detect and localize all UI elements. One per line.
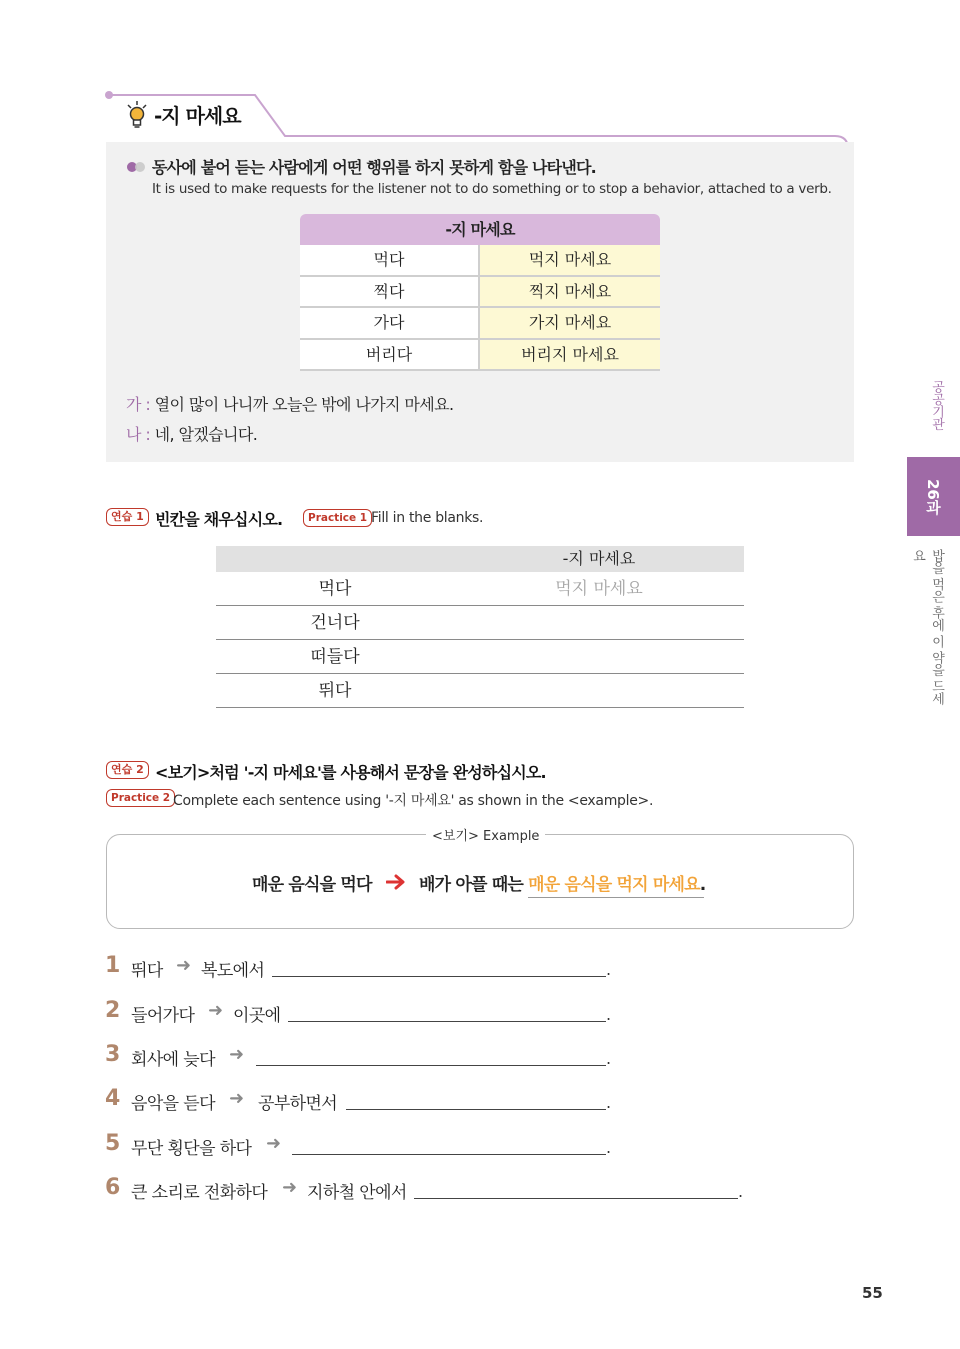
practice1-table-header: [216, 546, 744, 572]
item-cue: 지하철 안에서: [307, 1183, 407, 1203]
form-cell: 버리지 마세요: [480, 340, 660, 370]
practice1-badge-en: Practice 1: [303, 509, 372, 527]
item-verb: 무단 횡단을 하다: [131, 1139, 252, 1159]
item-cue: 공부하면서: [258, 1094, 338, 1114]
base-cell: 먹다: [300, 245, 480, 275]
arrow-icon: ➜: [266, 1133, 282, 1154]
period: .: [606, 1049, 612, 1068]
arrow-icon: ➜: [229, 1044, 245, 1065]
form-cell: 찍지 마세요: [480, 277, 660, 307]
practice1-heading-ko: 빈칸을 채우십시오.: [155, 510, 283, 529]
answer-line[interactable]: [288, 1021, 606, 1022]
item-verb: 회사에 늦다: [131, 1050, 215, 1070]
grammar-description-ko: 동사에 붙어 듣는 사람에게 어떤 행위를 하지 못하게 함을 나타낸다.: [152, 158, 596, 177]
red-arrow-icon: [386, 874, 408, 890]
grammar-table-row: [300, 277, 660, 309]
practice1-heading-en: Fill in the blanks.: [371, 510, 484, 526]
practice1-row: [216, 572, 744, 606]
practice2-badge-en: Practice 2: [106, 789, 175, 807]
answer-line[interactable]: [414, 1198, 738, 1199]
item-verb: 음악을 듣다: [131, 1094, 215, 1114]
answer-line[interactable]: [292, 1154, 606, 1155]
lightbulb-icon: [126, 101, 148, 129]
form-cell: 가지 마세요: [480, 308, 660, 338]
grammar-table: [300, 214, 660, 371]
base-cell: 가다: [300, 308, 480, 338]
item-cue: 복도에서: [201, 961, 265, 981]
base-cell: 건너다: [310, 613, 360, 633]
example-underline: [528, 897, 704, 898]
grammar-title: [126, 100, 241, 129]
grammar-table-row: [300, 308, 660, 340]
answer-blank[interactable]: [454, 606, 744, 639]
period: .: [606, 1138, 612, 1157]
answer-blank[interactable]: [454, 674, 744, 707]
dialogue-text: 열이 많이 나니까 오늘은 밖에 나가지 마세요.: [154, 395, 454, 414]
item-verb: 들어가다: [131, 1006, 195, 1026]
item-verb: 큰 소리로 전화하다: [131, 1183, 268, 1203]
base-cell: 찍다: [300, 277, 480, 307]
period: .: [606, 960, 612, 979]
example-prompt: 매운 음식을 먹다: [252, 875, 372, 895]
dialogue-line: [126, 422, 257, 445]
grammar-table-row: [300, 340, 660, 372]
practice2-badge-ko: 연습 2: [106, 761, 149, 779]
dialogue-line: [126, 392, 453, 415]
speaker-label: 가 :: [126, 395, 151, 414]
answer-cell: 먹지 마세요: [555, 579, 643, 599]
answer-line[interactable]: [346, 1109, 606, 1110]
grammar-description-en: It is used to make requests for the listener not to do something or to stop a behavior, attached to a verb.: [152, 181, 832, 197]
practice1-table: [216, 546, 744, 708]
grammar-table-header: -지 마세요: [300, 214, 660, 245]
period: .: [606, 1093, 612, 1112]
dialogue-text: 네, 알겠습니다.: [154, 425, 258, 444]
form-cell: 먹지 마세요: [480, 245, 660, 275]
grammar-title-text: -지 마세요: [154, 104, 241, 128]
answer-line[interactable]: [256, 1065, 606, 1066]
practice1-row: [216, 606, 744, 640]
practice2-heading-ko: <보기>처럼 '-지 마세요'를 사용해서 문장을 완성하십시오.: [155, 763, 546, 782]
item-cue: 이곳에: [233, 1006, 281, 1026]
item-number: 3: [105, 1042, 121, 1067]
practice1-header-label: -지 마세요: [562, 549, 636, 568]
item-number: 2: [105, 998, 121, 1023]
answer-blank[interactable]: [454, 640, 744, 673]
item-number: 4: [105, 1086, 121, 1111]
practice1-row: [216, 640, 744, 674]
page-number: 55: [862, 1284, 883, 1302]
item-number: 6: [105, 1175, 121, 1200]
period: .: [606, 1005, 612, 1024]
practice2-heading-en: Complete each sentence using '-지 마세요' as shown in the <example>.: [173, 793, 654, 809]
base-cell: 떠들다: [310, 647, 360, 667]
base-cell: 버리다: [300, 340, 480, 370]
example-answer: 매운 음식을 먹지 마세요: [528, 875, 700, 895]
period: .: [738, 1182, 744, 1201]
item-number: 1: [105, 953, 121, 978]
speaker-label: 나 :: [126, 425, 151, 444]
base-cell: 뛰다: [318, 681, 352, 701]
answer-line[interactable]: [272, 976, 606, 977]
arrow-icon: ➜: [229, 1088, 245, 1109]
arrow-icon: ➜: [208, 1000, 224, 1021]
practice1-badge-ko: 연습 1: [106, 508, 149, 526]
example-sentence: [419, 870, 705, 895]
bullet-icon: [127, 162, 147, 172]
grammar-table-row: [300, 245, 660, 277]
arrow-icon: ➜: [176, 955, 192, 976]
side-lesson-tab[interactable]: 26과: [907, 457, 960, 536]
base-cell: 먹다: [318, 579, 352, 599]
item-verb: 뛰다: [131, 961, 163, 981]
example-label: <보기> Example: [426, 825, 545, 844]
arrow-icon: ➜: [282, 1177, 298, 1198]
practice1-row: [216, 674, 744, 708]
example-prefix: 배가 아플 때는: [419, 875, 523, 895]
side-lesson-title: 밥을 먹은 후에 이 약을 드세요: [910, 549, 944, 705]
side-section-label: 공공기관: [929, 380, 944, 430]
example-period: .: [699, 875, 706, 895]
item-number: 5: [105, 1131, 121, 1156]
